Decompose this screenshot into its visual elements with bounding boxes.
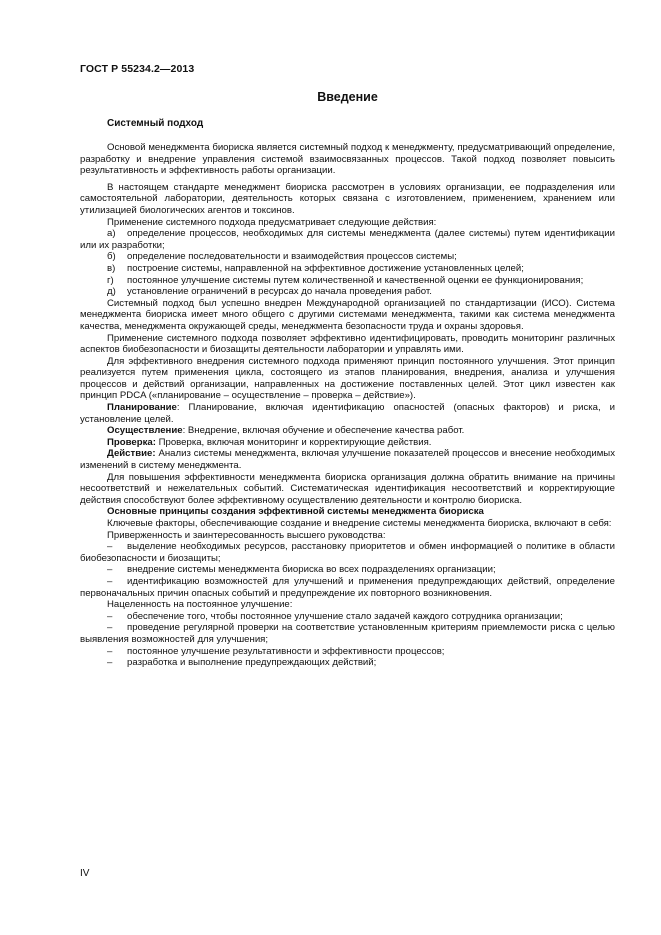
dash-item-text: постоянное улучшение результативности и эффективности процессов; xyxy=(127,645,445,657)
dash-item xyxy=(80,646,615,658)
paragraph: Применение системного подхода позволяет эффективно идентифицировать, проводить мониторинг различных аспектов биобезопасности и биозащиты деятельности лаборатории и управлять ими. xyxy=(80,332,615,356)
dash-marker: – xyxy=(107,575,113,587)
pdca-term: Проверка: xyxy=(107,436,156,448)
dash-item xyxy=(80,611,615,623)
dash-item xyxy=(80,564,615,576)
list-item xyxy=(80,286,615,298)
list-item-text: определение последовательности и взаимодействия процессов системы; xyxy=(127,251,457,263)
list-item-text: установление ограничений в ресурсах до начала проведения работ. xyxy=(127,286,432,298)
paragraph: Применение системного подхода предусматривает следующие действия: xyxy=(107,216,437,228)
subsection-heading: Основные принципы создания эффективной системы менеджмента биориска xyxy=(107,506,484,518)
dash-item-text: выделение необходимых ресурсов, расстановку приоритетов и обмен информацией о политике в области биобезопасности и биозащиты; xyxy=(80,541,615,564)
dash-item-text: внедрение системы менеджмента биориска во всех подразделениях организации; xyxy=(127,564,496,576)
dash-marker: – xyxy=(107,645,113,657)
dash-item xyxy=(80,541,615,564)
list-marker: в) xyxy=(107,262,116,274)
dash-marker: – xyxy=(107,541,113,553)
list-marker: д) xyxy=(107,286,116,298)
standard-header: ГОСТ Р 55234.2—2013 xyxy=(80,63,195,75)
dash-item xyxy=(80,576,615,599)
paragraph: Приверженность и заинтересованность высшего руководства: xyxy=(107,529,386,541)
list-item xyxy=(80,263,615,275)
list-item-text: постоянное улучшение системы путем количественной и качественной оценки ее функционирования; xyxy=(127,274,584,286)
dash-marker: – xyxy=(107,657,113,669)
dash-marker: – xyxy=(107,564,113,576)
dash-marker: – xyxy=(107,610,113,622)
paragraph: Для повышения эффективности менеджмента биориска организация должна обратить внимание на причины несоответствий и нежелательных событий. Систематическая идентификация несоответствий и корректирующие действия способствуют более эффективному осуществлению деятельности и контролю биориска. xyxy=(80,471,615,506)
dash-item-text: проведение регулярной проверки на соответствие установленным критериям приемлемости риска с целью выявления возможностей для улучшения; xyxy=(80,622,615,645)
dash-item-text: обеспечение того, чтобы постоянное улучшение стало задачей каждого сотрудника организации; xyxy=(127,610,563,622)
dash-item xyxy=(80,657,615,669)
body-text xyxy=(80,142,615,669)
dash-item xyxy=(80,622,615,645)
list-item xyxy=(80,275,615,287)
pdca-do xyxy=(80,425,615,437)
dash-marker: – xyxy=(107,622,113,634)
paragraph: Системный подход был успешно внедрен Международной организацией по стандартизации (ИСО). Система менеджмента биориска имеет много общего с другими системами менеджмента, такими как система менеджмента качества, менеджмента окружающей среды, менеджмента безопасности труда и охраны здоровья. xyxy=(80,297,615,332)
paragraph: Основой менеджмента биориска является системный подход к менеджменту, предусматривающий определение, разработку и внедрение управления системой взаимосвязанных процессов. Такой подход позволяет повысить результативность и эффективность работы организации. xyxy=(80,142,615,177)
paragraph: В настоящем стандарте менеджмент биориска рассмотрен в условиях организации, ее подразделения или самостоятельной лаборатории, деятельность которых связана с изготовлением, применением, хранением или утилизацией биологических агентов и токсинов. xyxy=(80,181,615,216)
page-number: IV xyxy=(80,868,90,879)
pdca-term: Действие: xyxy=(107,448,156,460)
pdca-text: Анализ системы менеджмента, включая улучшение показателей процессов и внесение необходимых изменений в систему менеджмента. xyxy=(80,448,615,472)
paragraph: Для эффективного внедрения системного подхода применяют принцип постоянного улучшения. Этот принцип реализуется путем применения цикла, состоящего из этапов планирования, внедрения, анализа и улучшения процессов и действий организации, направленных на достижение поставленных целей. Этот цикл известен как принцип PDCA («планирование – осуществление – проверка – действие»). xyxy=(80,355,615,402)
list-item xyxy=(80,251,615,263)
list-marker: б) xyxy=(107,251,116,263)
pdca-text: : Планирование, включая идентификацию опасностей (опасных факторов) и риска, и установление целей. xyxy=(80,402,615,425)
list-item xyxy=(80,228,615,251)
pdca-act xyxy=(80,448,615,471)
pdca-text: : Внедрение, включая обучение и обеспечение качества работ. xyxy=(182,425,465,437)
section-heading: Системный подход xyxy=(107,118,204,129)
list-marker: г) xyxy=(107,274,114,286)
list-item-text: определение процессов, необходимых для системы менеджмента (далее системы) путем идентификации или их разработки; xyxy=(80,228,615,251)
paragraph: Ключевые факторы, обеспечивающие создание и внедрение системы менеджмента биориска, включают в себя: xyxy=(107,518,612,529)
page-title: Введение xyxy=(317,90,378,104)
pdca-plan xyxy=(80,402,615,425)
dash-item-text: разработка и выполнение предупреждающих действий; xyxy=(127,657,377,669)
pdca-term: Осуществление xyxy=(107,425,183,437)
list-marker: а) xyxy=(107,228,116,240)
pdca-text: Проверка, включая мониторинг и корректирующие действия. xyxy=(155,436,432,448)
dash-item-text: идентификацию возможностей для улучшений и применения предупреждающих действий, определение первоначальных причин опасных событий и предупреждение их повторного возникновения. xyxy=(80,575,615,599)
pdca-check xyxy=(80,437,615,449)
list-item-text: построение системы, направленной на эффективное достижение установленных целей; xyxy=(127,262,524,274)
pdca-term: Планирование xyxy=(107,402,177,414)
paragraph: Нацеленность на постоянное улучшение: xyxy=(107,599,293,611)
